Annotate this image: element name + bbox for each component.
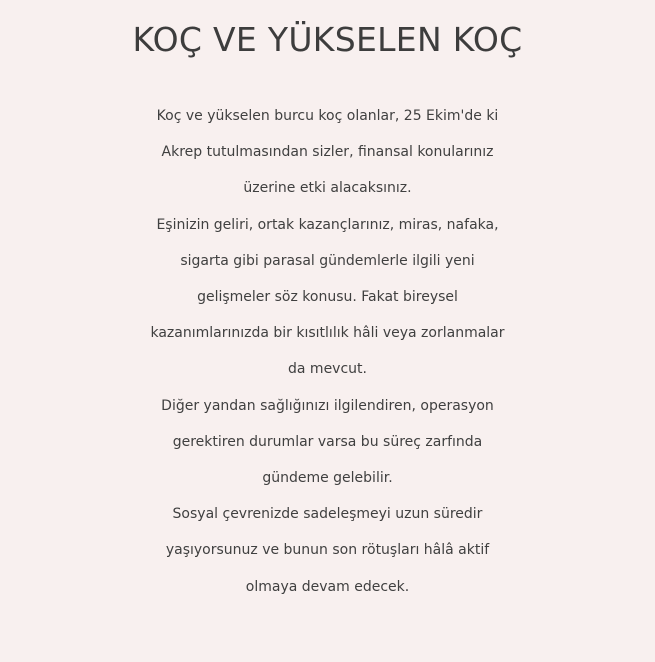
text-line: gelişmeler söz konusu. Fakat bireysel <box>197 289 458 306</box>
page-title: KOÇ VE YÜKSELEN KOÇ <box>132 20 523 59</box>
text-line: Diğer yandan sağlığınızı ilgilendiren, operasyon <box>161 397 494 414</box>
horoscope-text <box>0 98 655 605</box>
text-line: gerektiren durumlar varsa bu süreç zarfında <box>172 433 483 450</box>
text-line: olmaya devam edecek. <box>245 578 410 595</box>
text-line: Eşinizin geliri, ortak kazançlarınız, miras, nafaka, <box>156 216 499 233</box>
text-line: üzerine etki alacaksınız. <box>243 180 412 197</box>
text-line: da mevcut. <box>288 361 367 378</box>
text-line: Akrep tutulmasından sizler, finansal konularınız <box>161 144 494 161</box>
text-line: Sosyal çevrenizde sadeleşmeyi uzun süredir <box>172 506 483 523</box>
text-line: kazanımlarınızda bir kısıtlılık hâli veya zorlanmalar <box>150 325 505 342</box>
text-line: yaşıyorsunuz ve bunun son rötuşları hâlâ aktif <box>165 542 490 559</box>
text-line: gündeme gelebilir. <box>262 470 393 487</box>
text-line: Koç ve yükselen burcu koç olanlar, 25 Ekim'de ki <box>156 108 499 124</box>
text-line: sigarta gibi parasal gündemlerle ilgili yeni <box>180 252 475 269</box>
